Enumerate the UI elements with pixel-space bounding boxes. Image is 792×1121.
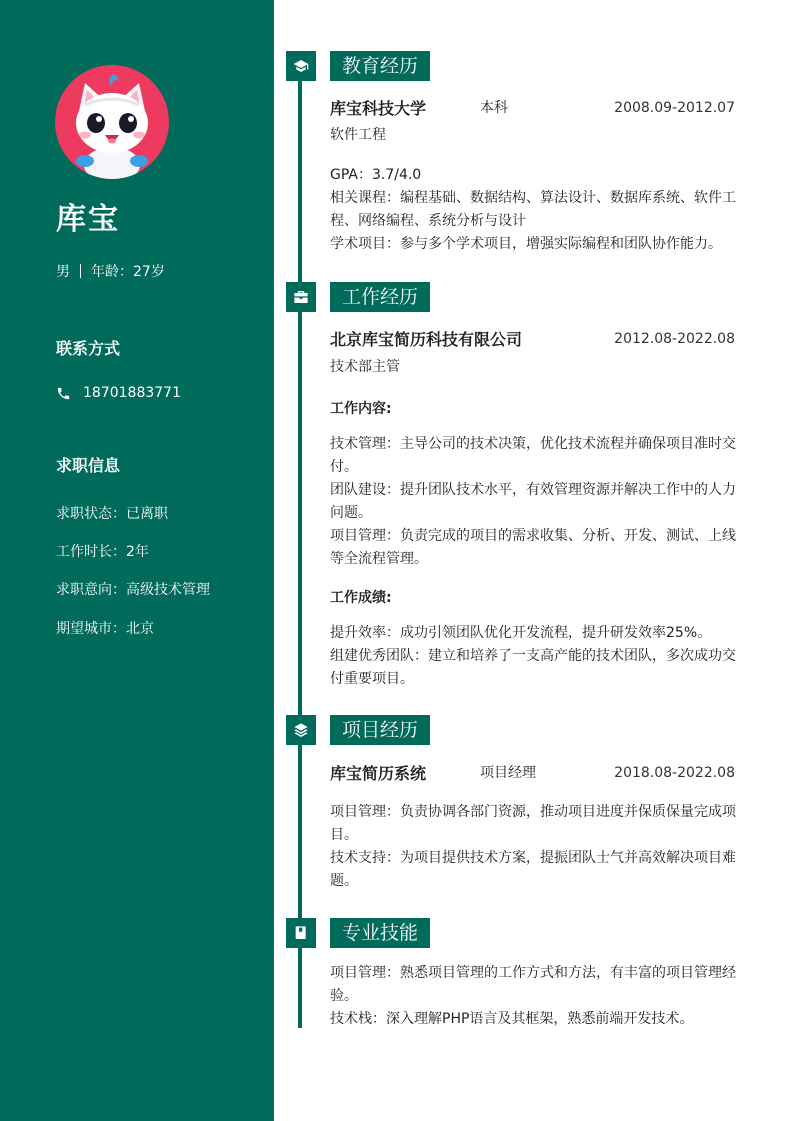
- project-detail: 技术支持：为项目提供技术方案，提振团队士气并高效解决项目难题。: [330, 850, 736, 889]
- company-name: 北京库宝简历科技有限公司: [330, 330, 523, 349]
- work-date: 2012.08-2022.08: [614, 331, 735, 347]
- position: 技术部主管: [330, 359, 400, 375]
- work-duration: 工作时长：2年: [56, 544, 149, 560]
- achievements-heading: 工作成绩:: [330, 590, 392, 606]
- project-name: 库宝简历系统: [330, 764, 427, 783]
- gpa: GPA：3.7/4.0: [330, 167, 422, 183]
- work-section-icon: [286, 282, 316, 312]
- project-date: 2018.08-2022.08: [614, 765, 735, 781]
- education-date: 2008.09-2012.07: [614, 100, 735, 116]
- sidebar: [0, 0, 274, 1121]
- school-name: 库宝科技大学: [330, 99, 427, 118]
- skills-section-icon: [286, 918, 316, 948]
- layers-icon: [293, 722, 309, 738]
- education-title: 教育经历: [330, 51, 430, 81]
- project-section-icon: [286, 715, 316, 745]
- briefcase-icon: [293, 289, 309, 305]
- achievement-item: 提升效率：成功引领团队优化开发流程，提升研发效率25%。: [330, 625, 712, 641]
- phone-icon: [56, 386, 71, 401]
- job-intent-heading: 求职信息: [56, 456, 121, 475]
- work-content-heading: 工作内容:: [330, 401, 392, 417]
- job-status: 求职状态：已离职: [56, 506, 168, 522]
- major: 软件工程: [330, 127, 386, 143]
- project-detail: 项目管理：负责协调各部门资源，推动项目进度并保质保量完成项目。: [330, 804, 736, 843]
- phone-number: 18701883771: [83, 385, 181, 401]
- project-title: 项目经历: [330, 715, 430, 745]
- profile-name: 库宝: [56, 202, 120, 237]
- skill-item: 项目管理：熟悉项目管理的工作方式和方法，有丰富的项目管理经验。: [330, 965, 736, 1004]
- work-content-item: 技术管理：主导公司的技术决策，优化技术流程并确保项目准时交付。: [330, 436, 736, 475]
- skill-item: 技术栈：深入理解PHP语言及其框架，熟悉前端开发技术。: [330, 1011, 694, 1027]
- achievement-item: 组建优秀团队：建立和培养了一支高产能的技术团队，多次成功交付重要项目。: [330, 648, 736, 687]
- courses: 相关课程：编程基础、数据结构、算法设计、数据库系统、软件工程、网络编程、系统分析与设计: [330, 190, 736, 229]
- degree: 本科: [480, 100, 508, 116]
- education-section-icon: [286, 51, 316, 81]
- work-title: 工作经历: [330, 282, 430, 312]
- contact-heading: 联系方式: [56, 339, 121, 358]
- timeline-line: [298, 60, 302, 1028]
- phone-row: [56, 385, 181, 401]
- expected-city: 期望城市：北京: [56, 621, 154, 637]
- graduation-cap-icon: [293, 58, 309, 74]
- work-content-item: 项目管理：负责完成的项目的需求收集、分析、开发、测试、上线等全流程管理。: [330, 528, 736, 567]
- basic-info: [56, 261, 165, 281]
- cat-mascot-icon: [55, 65, 169, 179]
- skills-title: 专业技能: [330, 918, 430, 948]
- gender: 男: [56, 264, 70, 280]
- academic-projects: 学术项目：参与多个学术项目，增强实际编程和团队协作能力。: [330, 236, 722, 252]
- work-content-item: 团队建设：提升团队技术水平，有效管理资源并解决工作中的人力问题。: [330, 482, 736, 521]
- book-icon: [293, 925, 309, 941]
- avatar: [55, 65, 169, 179]
- age: 年龄：27岁: [91, 264, 165, 280]
- job-intent: 求职意向：高级技术管理: [56, 582, 210, 598]
- project-role: 项目经理: [480, 765, 536, 781]
- divider: [80, 264, 81, 278]
